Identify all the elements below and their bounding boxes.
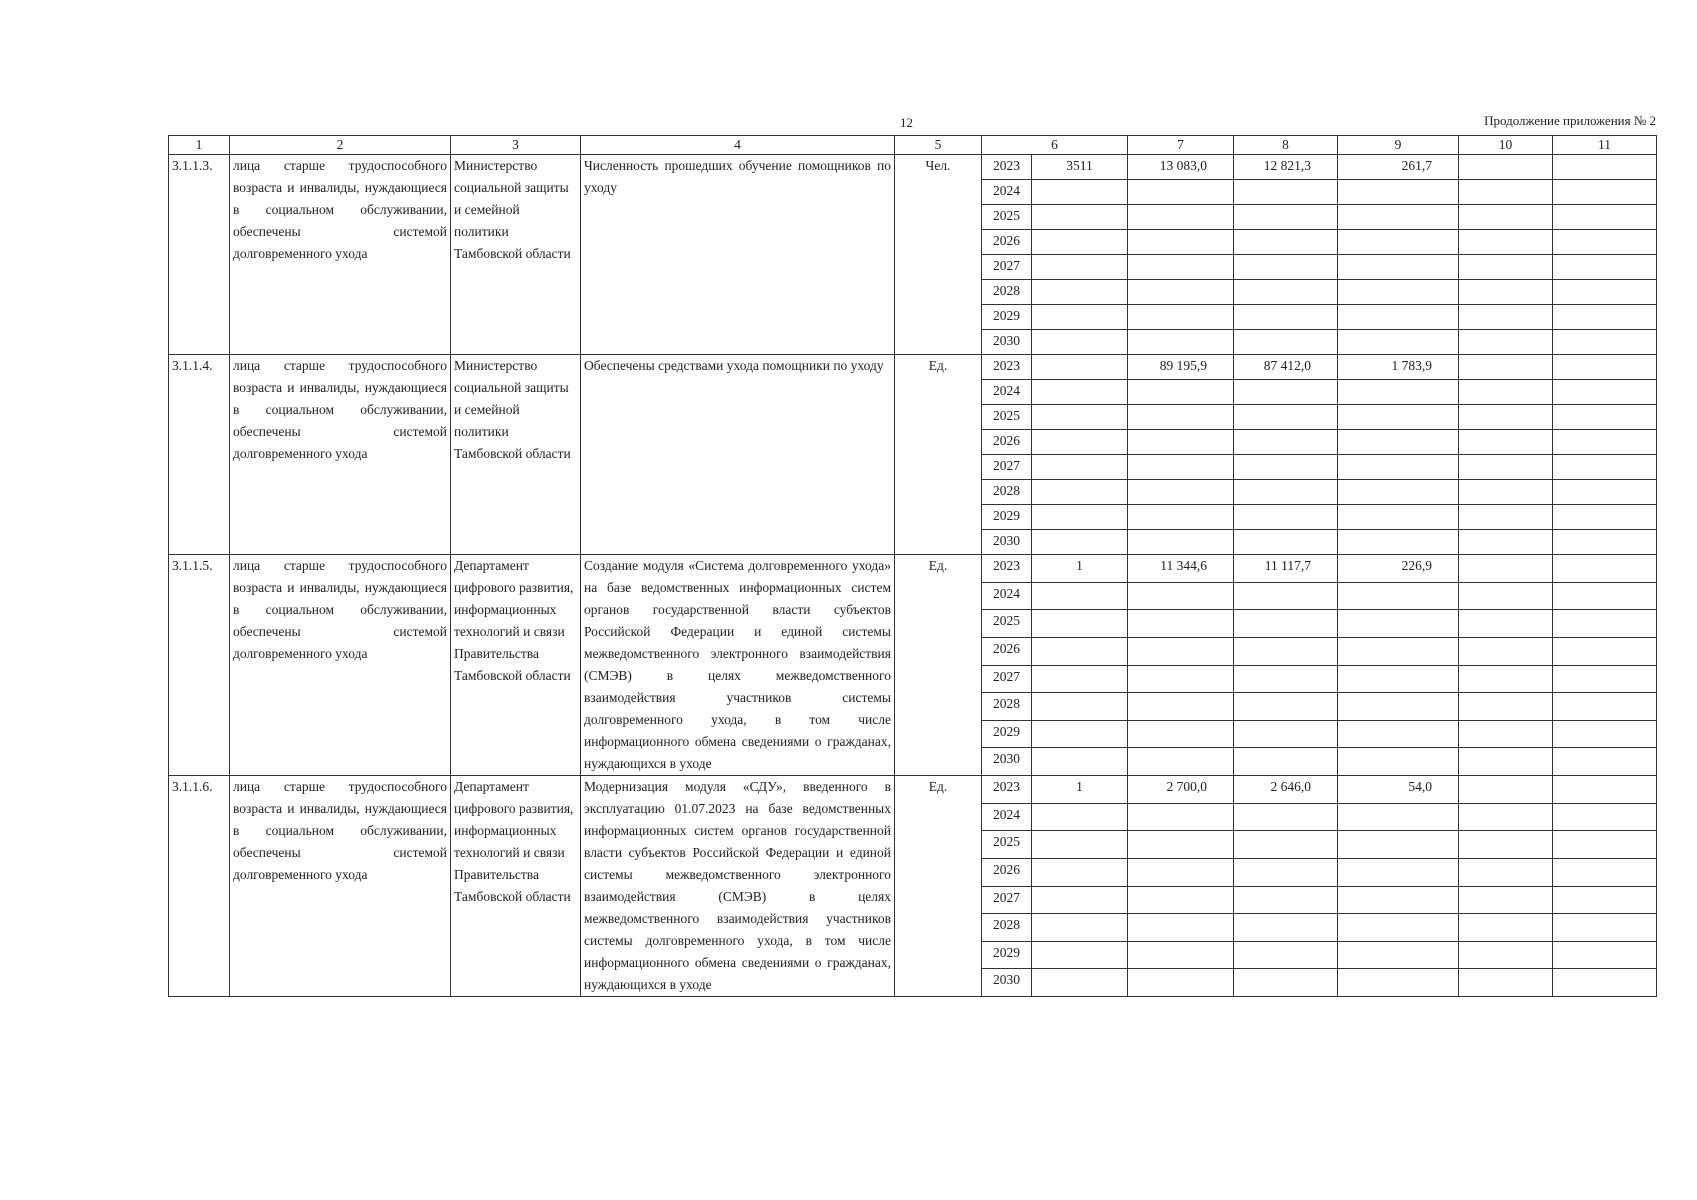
value-col-11 — [1553, 480, 1657, 505]
value-col-6 — [1032, 886, 1128, 914]
year-cell: 2024 — [982, 380, 1032, 405]
header-cell: 7 — [1128, 136, 1234, 155]
value-col-9 — [1338, 530, 1459, 555]
value-col-6 — [1032, 969, 1128, 997]
value-col-10 — [1459, 530, 1553, 555]
value-col-8 — [1234, 914, 1338, 942]
value-col-6 — [1032, 330, 1128, 355]
value-col-8 — [1234, 803, 1338, 831]
value-col-11 — [1553, 380, 1657, 405]
value-col-9 — [1338, 255, 1459, 280]
value-col-7: 2 700,0 — [1128, 776, 1234, 804]
value-col-6 — [1032, 941, 1128, 969]
activity-code: 3.1.1.4. — [169, 355, 230, 555]
value-col-10 — [1459, 505, 1553, 530]
value-col-7 — [1128, 430, 1234, 455]
value-col-6 — [1032, 405, 1128, 430]
value-col-10 — [1459, 230, 1553, 255]
value-col-9 — [1338, 637, 1459, 665]
value-col-9 — [1338, 886, 1459, 914]
value-col-10 — [1459, 155, 1553, 180]
value-col-9 — [1338, 230, 1459, 255]
year-cell: 2027 — [982, 665, 1032, 693]
year-cell: 2030 — [982, 330, 1032, 355]
value-col-7 — [1128, 230, 1234, 255]
value-col-7 — [1128, 748, 1234, 776]
value-col-6 — [1032, 748, 1128, 776]
value-col-9 — [1338, 280, 1459, 305]
responsible-executor: Департамент цифрового развития, информационных технологий и связи Правительства Тамбовской области — [451, 555, 581, 776]
value-col-7 — [1128, 480, 1234, 505]
value-col-7 — [1128, 858, 1234, 886]
value-col-11 — [1553, 693, 1657, 721]
value-col-11 — [1553, 831, 1657, 859]
year-cell: 2024 — [982, 180, 1032, 205]
value-col-8: 12 821,3 — [1234, 155, 1338, 180]
responsible-executor: Министерство социальной защиты и семейной политики Тамбовской области — [451, 355, 581, 555]
year-cell: 2024 — [982, 582, 1032, 610]
value-col-6 — [1032, 380, 1128, 405]
value-col-6 — [1032, 455, 1128, 480]
value-col-9 — [1338, 180, 1459, 205]
value-col-7 — [1128, 180, 1234, 205]
value-col-11 — [1553, 330, 1657, 355]
value-col-10 — [1459, 280, 1553, 305]
value-col-9 — [1338, 610, 1459, 638]
header-cell: 10 — [1459, 136, 1553, 155]
header-cell: 5 — [895, 136, 982, 155]
value-col-8 — [1234, 505, 1338, 530]
year-cell: 2025 — [982, 610, 1032, 638]
year-cell: 2026 — [982, 858, 1032, 886]
value-col-6: 1 — [1032, 555, 1128, 583]
value-col-10 — [1459, 555, 1553, 583]
year-cell: 2023 — [982, 355, 1032, 380]
value-col-11 — [1553, 555, 1657, 583]
value-col-6 — [1032, 180, 1128, 205]
indicator-description: Численность прошедших обучение помощников по уходу — [581, 155, 895, 355]
value-col-6 — [1032, 230, 1128, 255]
value-col-10 — [1459, 180, 1553, 205]
page-number: 12 — [900, 115, 913, 130]
value-col-11 — [1553, 941, 1657, 969]
year-cell: 2028 — [982, 280, 1032, 305]
table-row — [169, 555, 1657, 583]
value-col-9 — [1338, 305, 1459, 330]
year-cell: 2026 — [982, 430, 1032, 455]
value-col-9 — [1338, 205, 1459, 230]
value-col-7: 11 344,6 — [1128, 555, 1234, 583]
value-col-11 — [1553, 776, 1657, 804]
value-col-7 — [1128, 665, 1234, 693]
value-col-11 — [1553, 405, 1657, 430]
value-col-10 — [1459, 582, 1553, 610]
header-cell: 11 — [1553, 136, 1657, 155]
header-cell: 1 — [169, 136, 230, 155]
value-col-9 — [1338, 969, 1459, 997]
program-table — [168, 135, 1657, 997]
value-col-10 — [1459, 480, 1553, 505]
value-col-6 — [1032, 480, 1128, 505]
header-cell: 3 — [451, 136, 581, 155]
value-col-8 — [1234, 305, 1338, 330]
year-cell: 2027 — [982, 886, 1032, 914]
value-col-11 — [1553, 914, 1657, 942]
value-col-7 — [1128, 582, 1234, 610]
value-col-8 — [1234, 831, 1338, 859]
value-col-9: 54,0 — [1338, 776, 1459, 804]
value-col-11 — [1553, 230, 1657, 255]
value-col-10 — [1459, 969, 1553, 997]
header-row — [169, 136, 1657, 155]
value-col-9 — [1338, 430, 1459, 455]
year-cell: 2030 — [982, 748, 1032, 776]
value-col-6 — [1032, 530, 1128, 555]
value-col-11 — [1553, 155, 1657, 180]
year-cell: 2026 — [982, 637, 1032, 665]
year-cell: 2030 — [982, 530, 1032, 555]
value-col-7 — [1128, 255, 1234, 280]
value-col-9 — [1338, 330, 1459, 355]
value-col-9: 226,9 — [1338, 555, 1459, 583]
value-col-11 — [1553, 180, 1657, 205]
value-col-6 — [1032, 637, 1128, 665]
value-col-11 — [1553, 205, 1657, 230]
value-col-6 — [1032, 505, 1128, 530]
value-col-10 — [1459, 405, 1553, 430]
value-col-6 — [1032, 693, 1128, 721]
value-col-6 — [1032, 803, 1128, 831]
target-group: лица старше трудоспособного возраста и инвалиды, нуждающиеся в социальном обслуживании, обеспечены системой долговременного ухода — [230, 555, 451, 776]
value-col-6 — [1032, 831, 1128, 859]
value-col-9 — [1338, 405, 1459, 430]
indicator-description: Модернизация модуля «СДУ», введенного в эксплуатацию 01.07.2023 на базе ведомственных информационных систем органов государственной власти субъектов Российской Федерации и единой системы межведомственного электронного взаимодействия (СМЭВ) в целях межведомственного взаимодействия участников системы долговременного ухода, в том числе информационного обмена сведениями о гражданах, нуждающихся в уходе — [581, 776, 895, 997]
value-col-7 — [1128, 405, 1234, 430]
value-col-6: 3511 — [1032, 155, 1128, 180]
value-col-9 — [1338, 455, 1459, 480]
value-col-7 — [1128, 831, 1234, 859]
value-col-8 — [1234, 941, 1338, 969]
value-col-8 — [1234, 693, 1338, 721]
value-col-10 — [1459, 693, 1553, 721]
value-col-6 — [1032, 582, 1128, 610]
header-cell: 9 — [1338, 136, 1459, 155]
value-col-9 — [1338, 480, 1459, 505]
value-col-11 — [1553, 355, 1657, 380]
target-group: лица старше трудоспособного возраста и инвалиды, нуждающиеся в социальном обслуживании, обеспечены системой долговременного ухода — [230, 355, 451, 555]
value-col-9 — [1338, 803, 1459, 831]
value-col-10 — [1459, 330, 1553, 355]
year-cell: 2026 — [982, 230, 1032, 255]
year-cell: 2025 — [982, 205, 1032, 230]
value-col-8 — [1234, 530, 1338, 555]
value-col-8 — [1234, 230, 1338, 255]
year-cell: 2025 — [982, 831, 1032, 859]
value-col-11 — [1553, 530, 1657, 555]
value-col-8 — [1234, 748, 1338, 776]
value-col-8 — [1234, 455, 1338, 480]
value-col-8 — [1234, 720, 1338, 748]
value-col-8 — [1234, 430, 1338, 455]
unit-of-measure: Ед. — [895, 555, 982, 776]
value-col-8 — [1234, 637, 1338, 665]
value-col-7 — [1128, 330, 1234, 355]
value-col-8 — [1234, 480, 1338, 505]
value-col-8: 2 646,0 — [1234, 776, 1338, 804]
value-col-8: 87 412,0 — [1234, 355, 1338, 380]
value-col-6 — [1032, 858, 1128, 886]
value-col-7 — [1128, 720, 1234, 748]
value-col-10 — [1459, 831, 1553, 859]
value-col-9 — [1338, 831, 1459, 859]
year-cell: 2030 — [982, 969, 1032, 997]
value-col-9: 1 783,9 — [1338, 355, 1459, 380]
value-col-11 — [1553, 886, 1657, 914]
value-col-11 — [1553, 803, 1657, 831]
value-col-7 — [1128, 305, 1234, 330]
value-col-9 — [1338, 665, 1459, 693]
year-cell: 2023 — [982, 555, 1032, 583]
value-col-7 — [1128, 803, 1234, 831]
value-col-10 — [1459, 941, 1553, 969]
value-col-10 — [1459, 914, 1553, 942]
unit-of-measure: Ед. — [895, 776, 982, 997]
value-col-11 — [1553, 455, 1657, 480]
value-col-7: 13 083,0 — [1128, 155, 1234, 180]
activity-code: 3.1.1.5. — [169, 555, 230, 776]
responsible-executor: Департамент цифрового развития, информационных технологий и связи Правительства Тамбовской области — [451, 776, 581, 997]
table-row — [169, 155, 1657, 180]
value-col-9 — [1338, 380, 1459, 405]
value-col-10 — [1459, 430, 1553, 455]
value-col-7 — [1128, 280, 1234, 305]
value-col-10 — [1459, 637, 1553, 665]
unit-of-measure: Чел. — [895, 155, 982, 355]
value-col-9: 261,7 — [1338, 155, 1459, 180]
value-col-7 — [1128, 886, 1234, 914]
value-col-10 — [1459, 255, 1553, 280]
value-col-11 — [1553, 969, 1657, 997]
value-col-8 — [1234, 330, 1338, 355]
value-col-10 — [1459, 665, 1553, 693]
year-cell: 2028 — [982, 914, 1032, 942]
activity-code: 3.1.1.6. — [169, 776, 230, 997]
year-cell: 2029 — [982, 720, 1032, 748]
value-col-7 — [1128, 505, 1234, 530]
year-cell: 2029 — [982, 505, 1032, 530]
value-col-6 — [1032, 430, 1128, 455]
value-col-9 — [1338, 858, 1459, 886]
value-col-6 — [1032, 610, 1128, 638]
value-col-6 — [1032, 665, 1128, 693]
year-cell: 2023 — [982, 155, 1032, 180]
year-cell: 2029 — [982, 305, 1032, 330]
value-col-6 — [1032, 305, 1128, 330]
value-col-10 — [1459, 380, 1553, 405]
value-col-8 — [1234, 582, 1338, 610]
value-col-9 — [1338, 582, 1459, 610]
value-col-11 — [1553, 582, 1657, 610]
unit-of-measure: Ед. — [895, 355, 982, 555]
value-col-11 — [1553, 610, 1657, 638]
value-col-11 — [1553, 748, 1657, 776]
indicator-description: Обеспечены средствами ухода помощники по уходу — [581, 355, 895, 555]
year-cell: 2028 — [982, 693, 1032, 721]
value-col-6 — [1032, 914, 1128, 942]
year-cell: 2028 — [982, 480, 1032, 505]
value-col-11 — [1553, 505, 1657, 530]
value-col-6 — [1032, 280, 1128, 305]
indicator-description: Создание модуля «Система долговременного ухода» на базе ведомственных информационных систем органов государственной власти субъектов Российской Федерации и единой системы межведомственного электронного взаимодействия (СМЭВ) в целях межведомственного взаимодействия участников системы долговременного ухода, в том числе информационного обмена сведениями о гражданах, нуждающихся в уходе — [581, 555, 895, 776]
value-col-8 — [1234, 665, 1338, 693]
value-col-8 — [1234, 858, 1338, 886]
value-col-6 — [1032, 355, 1128, 380]
value-col-8 — [1234, 380, 1338, 405]
value-col-8 — [1234, 610, 1338, 638]
value-col-7 — [1128, 637, 1234, 665]
value-col-11 — [1553, 280, 1657, 305]
value-col-10 — [1459, 858, 1553, 886]
value-col-7 — [1128, 941, 1234, 969]
header-cell: 6 — [982, 136, 1128, 155]
continuation-label: Продолжение приложения № 2 — [1484, 113, 1656, 128]
value-col-10 — [1459, 748, 1553, 776]
value-col-11 — [1553, 255, 1657, 280]
value-col-10 — [1459, 776, 1553, 804]
value-col-11 — [1553, 637, 1657, 665]
value-col-9 — [1338, 693, 1459, 721]
value-col-8 — [1234, 886, 1338, 914]
value-col-10 — [1459, 305, 1553, 330]
value-col-8 — [1234, 180, 1338, 205]
value-col-10 — [1459, 803, 1553, 831]
value-col-7 — [1128, 693, 1234, 721]
value-col-6 — [1032, 255, 1128, 280]
target-group: лица старше трудоспособного возраста и инвалиды, нуждающиеся в социальном обслуживании, обеспечены системой долговременного ухода — [230, 776, 451, 997]
value-col-7 — [1128, 455, 1234, 480]
value-col-7 — [1128, 914, 1234, 942]
value-col-7 — [1128, 969, 1234, 997]
value-col-8 — [1234, 255, 1338, 280]
value-col-7: 89 195,9 — [1128, 355, 1234, 380]
value-col-8 — [1234, 205, 1338, 230]
table-row — [169, 776, 1657, 804]
activity-code: 3.1.1.3. — [169, 155, 230, 355]
value-col-8 — [1234, 280, 1338, 305]
year-cell: 2023 — [982, 776, 1032, 804]
value-col-10 — [1459, 886, 1553, 914]
value-col-8: 11 117,7 — [1234, 555, 1338, 583]
value-col-11 — [1553, 665, 1657, 693]
year-cell: 2029 — [982, 941, 1032, 969]
value-col-10 — [1459, 205, 1553, 230]
value-col-9 — [1338, 505, 1459, 530]
value-col-8 — [1234, 969, 1338, 997]
value-col-10 — [1459, 610, 1553, 638]
header-cell: 4 — [581, 136, 895, 155]
value-col-7 — [1128, 380, 1234, 405]
year-cell: 2027 — [982, 255, 1032, 280]
year-cell: 2025 — [982, 405, 1032, 430]
value-col-9 — [1338, 941, 1459, 969]
year-cell: 2024 — [982, 803, 1032, 831]
header-cell: 2 — [230, 136, 451, 155]
value-col-8 — [1234, 405, 1338, 430]
value-col-11 — [1553, 305, 1657, 330]
value-col-6 — [1032, 205, 1128, 230]
value-col-7 — [1128, 610, 1234, 638]
value-col-10 — [1459, 455, 1553, 480]
target-group: лица старше трудоспособного возраста и инвалиды, нуждающиеся в социальном обслуживании, обеспечены системой долговременного ухода — [230, 155, 451, 355]
value-col-9 — [1338, 748, 1459, 776]
value-col-10 — [1459, 355, 1553, 380]
year-cell: 2027 — [982, 455, 1032, 480]
value-col-11 — [1553, 720, 1657, 748]
value-col-10 — [1459, 720, 1553, 748]
value-col-6: 1 — [1032, 776, 1128, 804]
value-col-7 — [1128, 530, 1234, 555]
value-col-11 — [1553, 430, 1657, 455]
responsible-executor: Министерство социальной защиты и семейной политики Тамбовской области — [451, 155, 581, 355]
table-row — [169, 355, 1657, 380]
value-col-9 — [1338, 914, 1459, 942]
header-cell: 8 — [1234, 136, 1338, 155]
value-col-11 — [1553, 858, 1657, 886]
value-col-6 — [1032, 720, 1128, 748]
value-col-7 — [1128, 205, 1234, 230]
value-col-9 — [1338, 720, 1459, 748]
